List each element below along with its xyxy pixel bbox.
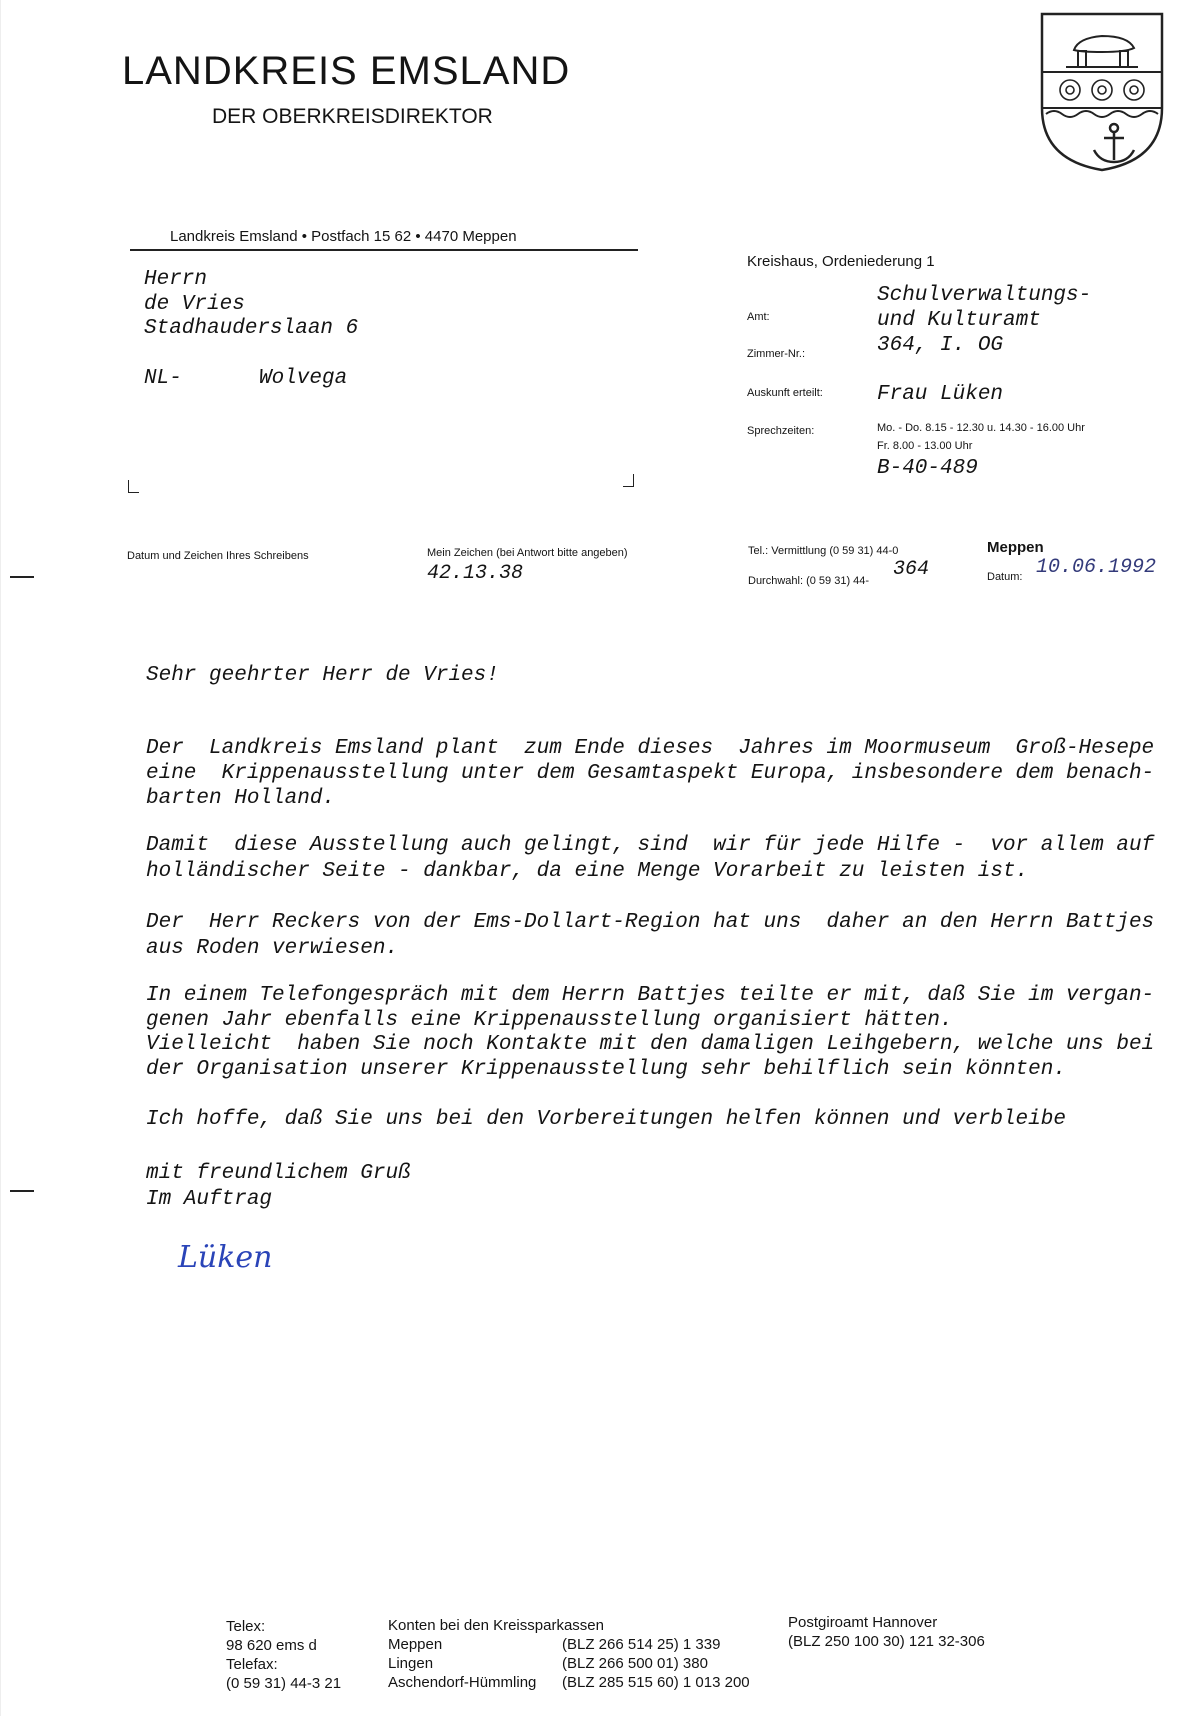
sprechzeiten-label: Sprechzeiten: [747,425,815,437]
zimmer-value: 364, I. OG [877,334,1004,357]
footer-bank-3-name: Aschendorf-Hümmling [388,1674,537,1691]
window-corner-mark [623,474,634,487]
closing-line-2: Im Auftrag [146,1188,273,1211]
auskunft-label: Auskunft erteilt: [747,387,823,399]
paragraph-3-line-1: Der Herr Reckers von der Ems-Dollart-Region hat uns daher an den Herrn Battjes [146,911,1155,934]
letterhead-title: LANDKREIS EMSLAND [122,49,571,93]
recipient-street: Stadhauderslaan 6 [144,317,359,340]
footer-telefax-label: Telefax: [226,1656,278,1673]
paragraph-2-line-1: Damit diese Ausstellung auch gelingt, sind wir für jede Hilfe - vor allem auf [146,834,1155,857]
footer-bank-3-code: (BLZ 285 515 60) 1 013 200 [562,1674,750,1691]
office-building: Kreishaus, Ordeniederung 1 [747,253,935,270]
amt-label: Amt: [747,311,770,323]
fold-mark [10,1190,34,1192]
footer-telefax-value: (0 59 31) 44-3 21 [226,1675,342,1692]
ihr-zeichen-label: Datum und Zeichen Ihres Schreibens [127,550,309,562]
footer-giro-code: (BLZ 250 100 30) 121 32-306 [788,1633,985,1650]
return-address-rule [130,249,638,251]
footer-giro-heading: Postgiroamt Hannover [788,1614,938,1631]
closing-line-1: mit freundlichem Gruß [146,1162,411,1185]
mein-zeichen-label: Mein Zeichen (bei Antwort bitte angeben) [427,547,628,559]
paragraph-2-line-2: holländischer Seite - dankbar, da eine Menge Vorarbeit zu leisten ist. [146,860,1029,883]
sprechzeiten-line-2: Fr. 8.00 - 13.00 Uhr [877,440,973,452]
paragraph-5-line-1: Ich hoffe, daß Sie uns bei den Vorbereitungen helfen können und verbleibe [146,1108,1066,1131]
return-address: Landkreis Emsland • Postfach 15 62 • 4470 Meppen [170,228,517,245]
recipient-country: NL- [144,367,182,390]
paragraph-4-line-1: In einem Telefongespräch mit dem Herrn Battjes teilte er mit, daß Sie im vergan- [146,984,1155,1007]
datum-label: Datum: [987,571,1023,583]
fold-mark [10,576,34,578]
recipient-name: de Vries [144,293,245,316]
durchwahl-value: 364 [893,558,930,581]
zimmer-label: Zimmer-Nr.: [747,348,806,360]
letterhead-subtitle: DER OBERKREISDIREKTOR [212,105,493,128]
auskunft-value: Frau Lüken [877,383,1004,406]
tel-label: Tel.: Vermittlung (0 59 31) 44-0 [748,545,899,557]
footer-bank-2-name: Lingen [388,1655,434,1672]
paragraph-1-line-3: barten Holland. [146,787,336,810]
recipient-city: Wolvega [259,367,348,390]
window-corner-mark [128,480,139,493]
recipient-salutation: Herrn [144,268,208,291]
durchwahl-label: Durchwahl: (0 59 31) 44- [748,575,870,587]
paragraph-1-line-1: Der Landkreis Emsland plant zum Ende dieses Jahres im Moormuseum Groß-Hesepe [146,737,1155,760]
footer-konten-heading: Konten bei den Kreissparkassen [388,1617,604,1634]
file-reference: B-40-489 [877,457,978,480]
coat-of-arms-icon [1038,10,1166,174]
sprechzeiten-line-1: Mo. - Do. 8.15 - 12.30 u. 14.30 - 16.00 Uhr [877,422,1085,434]
footer-telex-value: 98 620 ems d [226,1637,317,1654]
paragraph-4-line-4: der Organisation unserer Krippenausstellung sehr behilflich sein könnten. [146,1058,1066,1081]
paragraph-3-line-2: aus Roden verwiesen. [146,937,399,960]
paragraph-4-line-2: genen Jahr ebenfalls eine Krippenausstellung organisiert hätten. [146,1009,953,1032]
footer-bank-1-code: (BLZ 266 514 25) 1 339 [562,1636,721,1653]
paragraph-4-line-3: Vielleicht haben Sie noch Kontakte mit den damaligen Leihgebern, welche uns bei [146,1033,1155,1056]
place: Meppen [987,539,1044,556]
footer-bank-2-code: (BLZ 266 500 01) 380 [562,1655,708,1672]
handwritten-signature: Lüken [178,1240,273,1275]
letter-salutation: Sehr geehrter Herr de Vries! [146,664,499,687]
mein-zeichen-value: 42.13.38 [427,562,524,585]
paragraph-1-line-2: eine Krippenausstellung unter dem Gesamtaspekt Europa, insbesondere dem benach- [146,762,1155,785]
amt-value-2: und Kulturamt [877,309,1041,332]
footer-bank-1-name: Meppen [388,1636,443,1653]
footer-telex-label: Telex: [226,1618,266,1635]
amt-value-1: Schulverwaltungs- [877,284,1092,307]
datum-value: 10.06.1992 [1036,556,1157,579]
